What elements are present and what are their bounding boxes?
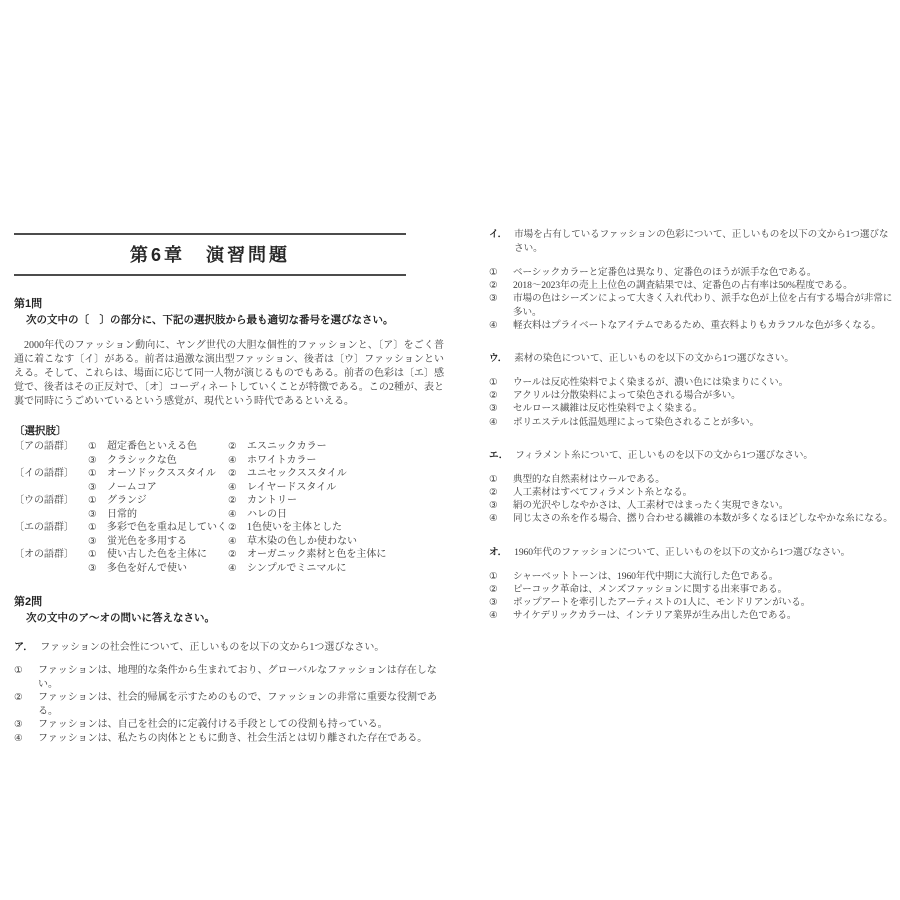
option-text: 2018～2023年の売上上位色の調査結果では、定番色の占有率は50%程度である。 <box>513 280 853 292</box>
answer-option <box>14 718 444 732</box>
choice-option <box>228 494 444 508</box>
answer-option <box>489 583 895 596</box>
question2-heading: 第2問 <box>14 596 43 608</box>
choice-option <box>88 467 228 481</box>
choice-option <box>228 535 444 549</box>
sub-question-u <box>489 352 895 366</box>
sub-question-e <box>489 449 895 463</box>
choice-group-e-row2 <box>14 535 444 549</box>
option-number: ① <box>88 495 97 506</box>
option-number: ② <box>228 468 237 479</box>
option-number: ④ <box>228 454 237 466</box>
option-text: シンプルでミニマルに <box>247 562 347 574</box>
answer-option <box>489 266 895 279</box>
option-number: ① <box>14 665 23 676</box>
group-label-spacer <box>14 481 88 495</box>
option-text: 日常的 <box>107 508 137 520</box>
option-text: ウールは反応性染料でよく染まるが、濃い色には染まりにくい。 <box>513 377 789 389</box>
choice-option <box>88 508 228 522</box>
option-text: 1色使いを主体とした <box>247 522 342 533</box>
answer-option <box>14 664 444 691</box>
option-text: ノームコア <box>107 481 157 493</box>
option-number: ① <box>489 377 498 389</box>
option-text: 使い古した色を主体に <box>107 549 207 560</box>
answer-option <box>489 376 895 389</box>
option-text: ホワイトカラー <box>247 454 317 466</box>
option-text: サイケデリックカラーは、インテリア業界が生み出した色である。 <box>513 610 797 622</box>
sub-question-e-block <box>489 449 895 526</box>
answer-option <box>489 596 895 609</box>
answer-option <box>14 732 444 746</box>
left-page <box>14 233 444 745</box>
group-label-spacer <box>14 562 88 576</box>
option-text: 絹の光沢やしなやかさは、人工素材ではまったく実現できない。 <box>513 500 789 512</box>
sub-question-u-block <box>489 352 895 429</box>
choice-option <box>88 440 228 454</box>
group-label-spacer <box>14 535 88 549</box>
sub-question-o-block <box>489 546 895 623</box>
answer-option <box>489 279 895 292</box>
option-number: ① <box>88 468 97 479</box>
sub-question-o <box>489 546 895 560</box>
option-number: ③ <box>88 481 97 493</box>
option-text: 軽衣料はプライベートなアイテムであるため、重衣料よりもカラフルな色が多くなる。 <box>513 319 881 331</box>
option-text: ピーコック革命は、メンズファッションに関する出来事である。 <box>513 583 788 595</box>
answer-option <box>489 499 895 512</box>
choice-option <box>228 440 444 454</box>
option-text: ハレの日 <box>247 508 287 520</box>
choice-group-a-row2 <box>14 454 444 468</box>
option-number: ② <box>228 549 237 560</box>
sub-question-marker: ア． <box>14 642 34 653</box>
answer-option <box>489 292 895 318</box>
sub-question-marker: エ． <box>489 449 509 461</box>
sub-question-u-options <box>489 376 895 429</box>
option-number: ① <box>88 522 97 533</box>
choice-option <box>228 562 444 576</box>
sub-question-marker: ウ． <box>489 353 508 365</box>
choice-option <box>228 521 444 535</box>
option-number: ④ <box>489 513 498 525</box>
group-label-spacer <box>14 508 88 522</box>
choice-option <box>88 548 228 562</box>
answer-option <box>489 416 895 429</box>
answer-option <box>489 570 895 583</box>
choice-option <box>228 508 444 522</box>
choice-option <box>228 481 444 495</box>
sub-question-text: 市場を占有しているファッションの色彩について、正しいものを以下の文から1つ選びなさい。 <box>514 229 889 254</box>
option-number: ③ <box>489 500 498 512</box>
option-text: 超定番色といえる色 <box>107 441 197 452</box>
option-text: 蛍光色を多用する <box>107 535 187 547</box>
choice-group-o-row2 <box>14 562 444 576</box>
chapter-title: 第6章 演習問題 <box>129 245 290 265</box>
sub-question-marker: イ． <box>489 229 508 240</box>
option-text: ファッションは、地理的な条件から生まれており、グローバルなファッションは存在しない。 <box>38 665 437 690</box>
choice-option <box>88 454 228 468</box>
group-label: 〔エの語群〕 <box>14 522 74 533</box>
choice-option <box>88 481 228 495</box>
question1-heading: 第1問 <box>14 298 43 310</box>
option-number: ③ <box>489 597 498 609</box>
option-number: ④ <box>228 535 237 547</box>
option-text: 典型的な自然素材はウールである。 <box>513 473 665 485</box>
option-text: 多彩で色を重ね足していく <box>107 522 227 533</box>
option-number: ③ <box>88 454 97 466</box>
option-number: ② <box>228 495 237 506</box>
sub-question-i <box>489 228 895 256</box>
option-number: ③ <box>88 562 97 574</box>
question1-instruction: 次の文中の〔 〕の部分に、下記の選択肢から最も適切な番号を選びなさい。 <box>26 314 394 326</box>
option-text: ポップアートを牽引したアーティストの1人に、モンドリアンがいる。 <box>513 597 811 609</box>
option-number: ④ <box>228 481 237 493</box>
option-number: ③ <box>14 719 23 730</box>
option-number: ① <box>88 549 97 560</box>
group-label-spacer <box>14 454 88 468</box>
option-text: ファッションは、私たちの肉体とともに動き、社会生活とは切り離された存在である。 <box>38 732 428 744</box>
sub-question-e-options <box>489 473 895 526</box>
option-text: 多色を好んで使い <box>107 562 187 574</box>
answer-option <box>489 512 895 525</box>
sub-question-text: 素材の染色について、正しいものを以下の文から1つ選びなさい。 <box>514 353 794 365</box>
sub-question-o-options <box>489 570 895 623</box>
option-text: 人工素材はすべてフィラメント糸となる。 <box>513 487 693 499</box>
option-text: 草木染の色しか使わない <box>247 535 357 547</box>
sub-question-text: 1960年代のファッションについて、正しいものを以下の文から1つ選びなさい。 <box>514 546 851 558</box>
answer-option <box>489 473 895 486</box>
option-text: ユニセックススタイル <box>247 468 347 479</box>
option-text: ファッションは、自己を社会的に定義付ける手段としての役割も持っている。 <box>38 719 388 730</box>
sub-question-i-options <box>489 266 895 332</box>
option-number: ③ <box>88 535 97 547</box>
option-number: ④ <box>14 732 23 744</box>
answer-option <box>489 609 895 622</box>
option-text: カントリー <box>247 495 297 506</box>
choice-option <box>88 562 228 576</box>
choice-option <box>228 548 444 562</box>
choices-label: 〔選択肢〕 <box>14 425 67 437</box>
option-text: 同じ太さの糸を作る場合、撚り合わせる繊維の本数が多くなるほどしなやかな糸になる。 <box>513 513 893 525</box>
chapter-header <box>14 233 406 276</box>
option-number: ② <box>489 390 498 402</box>
option-number: ④ <box>489 416 498 428</box>
answer-option <box>489 319 895 332</box>
option-text: ベーシックカラーと定番色は異なり、定番色のほうが派手な色である。 <box>513 267 817 278</box>
option-text: アクリルは分散染料によって染色される場合が多い。 <box>513 390 741 402</box>
group-label: 〔オの語群〕 <box>14 549 74 560</box>
choice-group-u-row2 <box>14 508 444 522</box>
answer-option <box>14 691 444 718</box>
sub-question-i-block <box>489 228 895 332</box>
group-label: 〔イの語群〕 <box>14 468 74 479</box>
option-number: ① <box>489 473 498 485</box>
group-label: 〔アの語群〕 <box>14 441 74 452</box>
option-text: レイヤードスタイル <box>247 481 337 493</box>
option-text: クラシックな色 <box>107 454 177 466</box>
option-number: ① <box>489 267 498 278</box>
option-number: ③ <box>88 508 97 520</box>
choice-option <box>88 494 228 508</box>
option-number: ② <box>489 280 498 292</box>
sub-question-marker: オ． <box>489 546 508 558</box>
choice-group-o-row1 <box>14 548 444 562</box>
answer-option <box>489 402 895 415</box>
option-number: ② <box>228 441 237 452</box>
group-label: 〔ウの語群〕 <box>14 495 74 506</box>
question2-instruction: 次の文中のア～オの問いに答えなさい。 <box>26 612 215 624</box>
option-number: ③ <box>489 403 498 415</box>
choice-option <box>228 467 444 481</box>
option-text: エスニックカラー <box>247 441 327 452</box>
choice-group-i-row1 <box>14 467 444 481</box>
option-number: ② <box>489 583 498 595</box>
sub-question-a <box>14 641 444 655</box>
right-page <box>489 228 895 642</box>
question1-paragraph: 2000年代のファッション動向に、ヤング世代の大胆な個性的ファッションと、〔ア〕をごく普通に着こなす〔イ〕がある。前者は過激な演出型ファッション、後者は〔ウ〕ファッションといえる。そして、これらは、場面に応じて同一人物が演じるものでもある。前者の色彩は〔エ〕感覚で、後者はその正反対で、〔オ〕コーディネートしていくことが特徴である。この2種が、表と裏で同時にうごめいているという感覚が、現代という時代であるといえる。 <box>14 340 444 407</box>
answer-option <box>489 486 895 499</box>
choice-group-a-row1 <box>14 440 444 454</box>
option-text: セルロース繊維は反応性染料でよく染まる。 <box>513 403 703 415</box>
option-text: グランジ <box>107 495 147 506</box>
choice-group-u-row1 <box>14 494 444 508</box>
choice-group-e-row1 <box>14 521 444 535</box>
answer-option <box>489 389 895 402</box>
option-text: ファッションは、社会的帰属を示すためのもので、ファッションの非常に重要な役割である。 <box>38 692 437 717</box>
option-text: オーソドックススタイル <box>107 468 216 479</box>
option-number: ④ <box>228 508 237 520</box>
choice-option <box>228 454 444 468</box>
option-number: ④ <box>489 319 498 331</box>
option-number: ② <box>489 487 498 499</box>
choice-option <box>88 521 228 535</box>
option-text: 市場の色はシーズンによって大きく入れ代わり、派手な色が上位を占有する場合が非常に多い。 <box>513 293 893 318</box>
option-number: ④ <box>228 562 237 574</box>
option-number: ② <box>14 692 23 703</box>
option-number: ③ <box>489 293 498 305</box>
sub-question-text: ファッションの社会性について、正しいものを以下の文から1つ選びなさい。 <box>40 642 385 653</box>
sub-question-text: フィラメント糸について、正しいものを以下の文から1つ選びなさい。 <box>515 449 813 461</box>
choice-option <box>88 535 228 549</box>
option-number: ① <box>88 441 97 452</box>
choice-group-i-row2 <box>14 481 444 495</box>
option-number: ④ <box>489 610 498 622</box>
option-number: ① <box>489 570 498 582</box>
option-text: ポリエステルは低温処理によって染色されることが多い。 <box>513 416 759 428</box>
sub-question-a-options <box>14 664 444 745</box>
option-text: シャーベットトーンは、1960年代中期に大流行した色である。 <box>513 570 779 582</box>
option-number: ② <box>228 522 237 533</box>
option-text: オーガニック素材と色を主体に <box>247 549 387 560</box>
choice-groups <box>14 440 444 575</box>
